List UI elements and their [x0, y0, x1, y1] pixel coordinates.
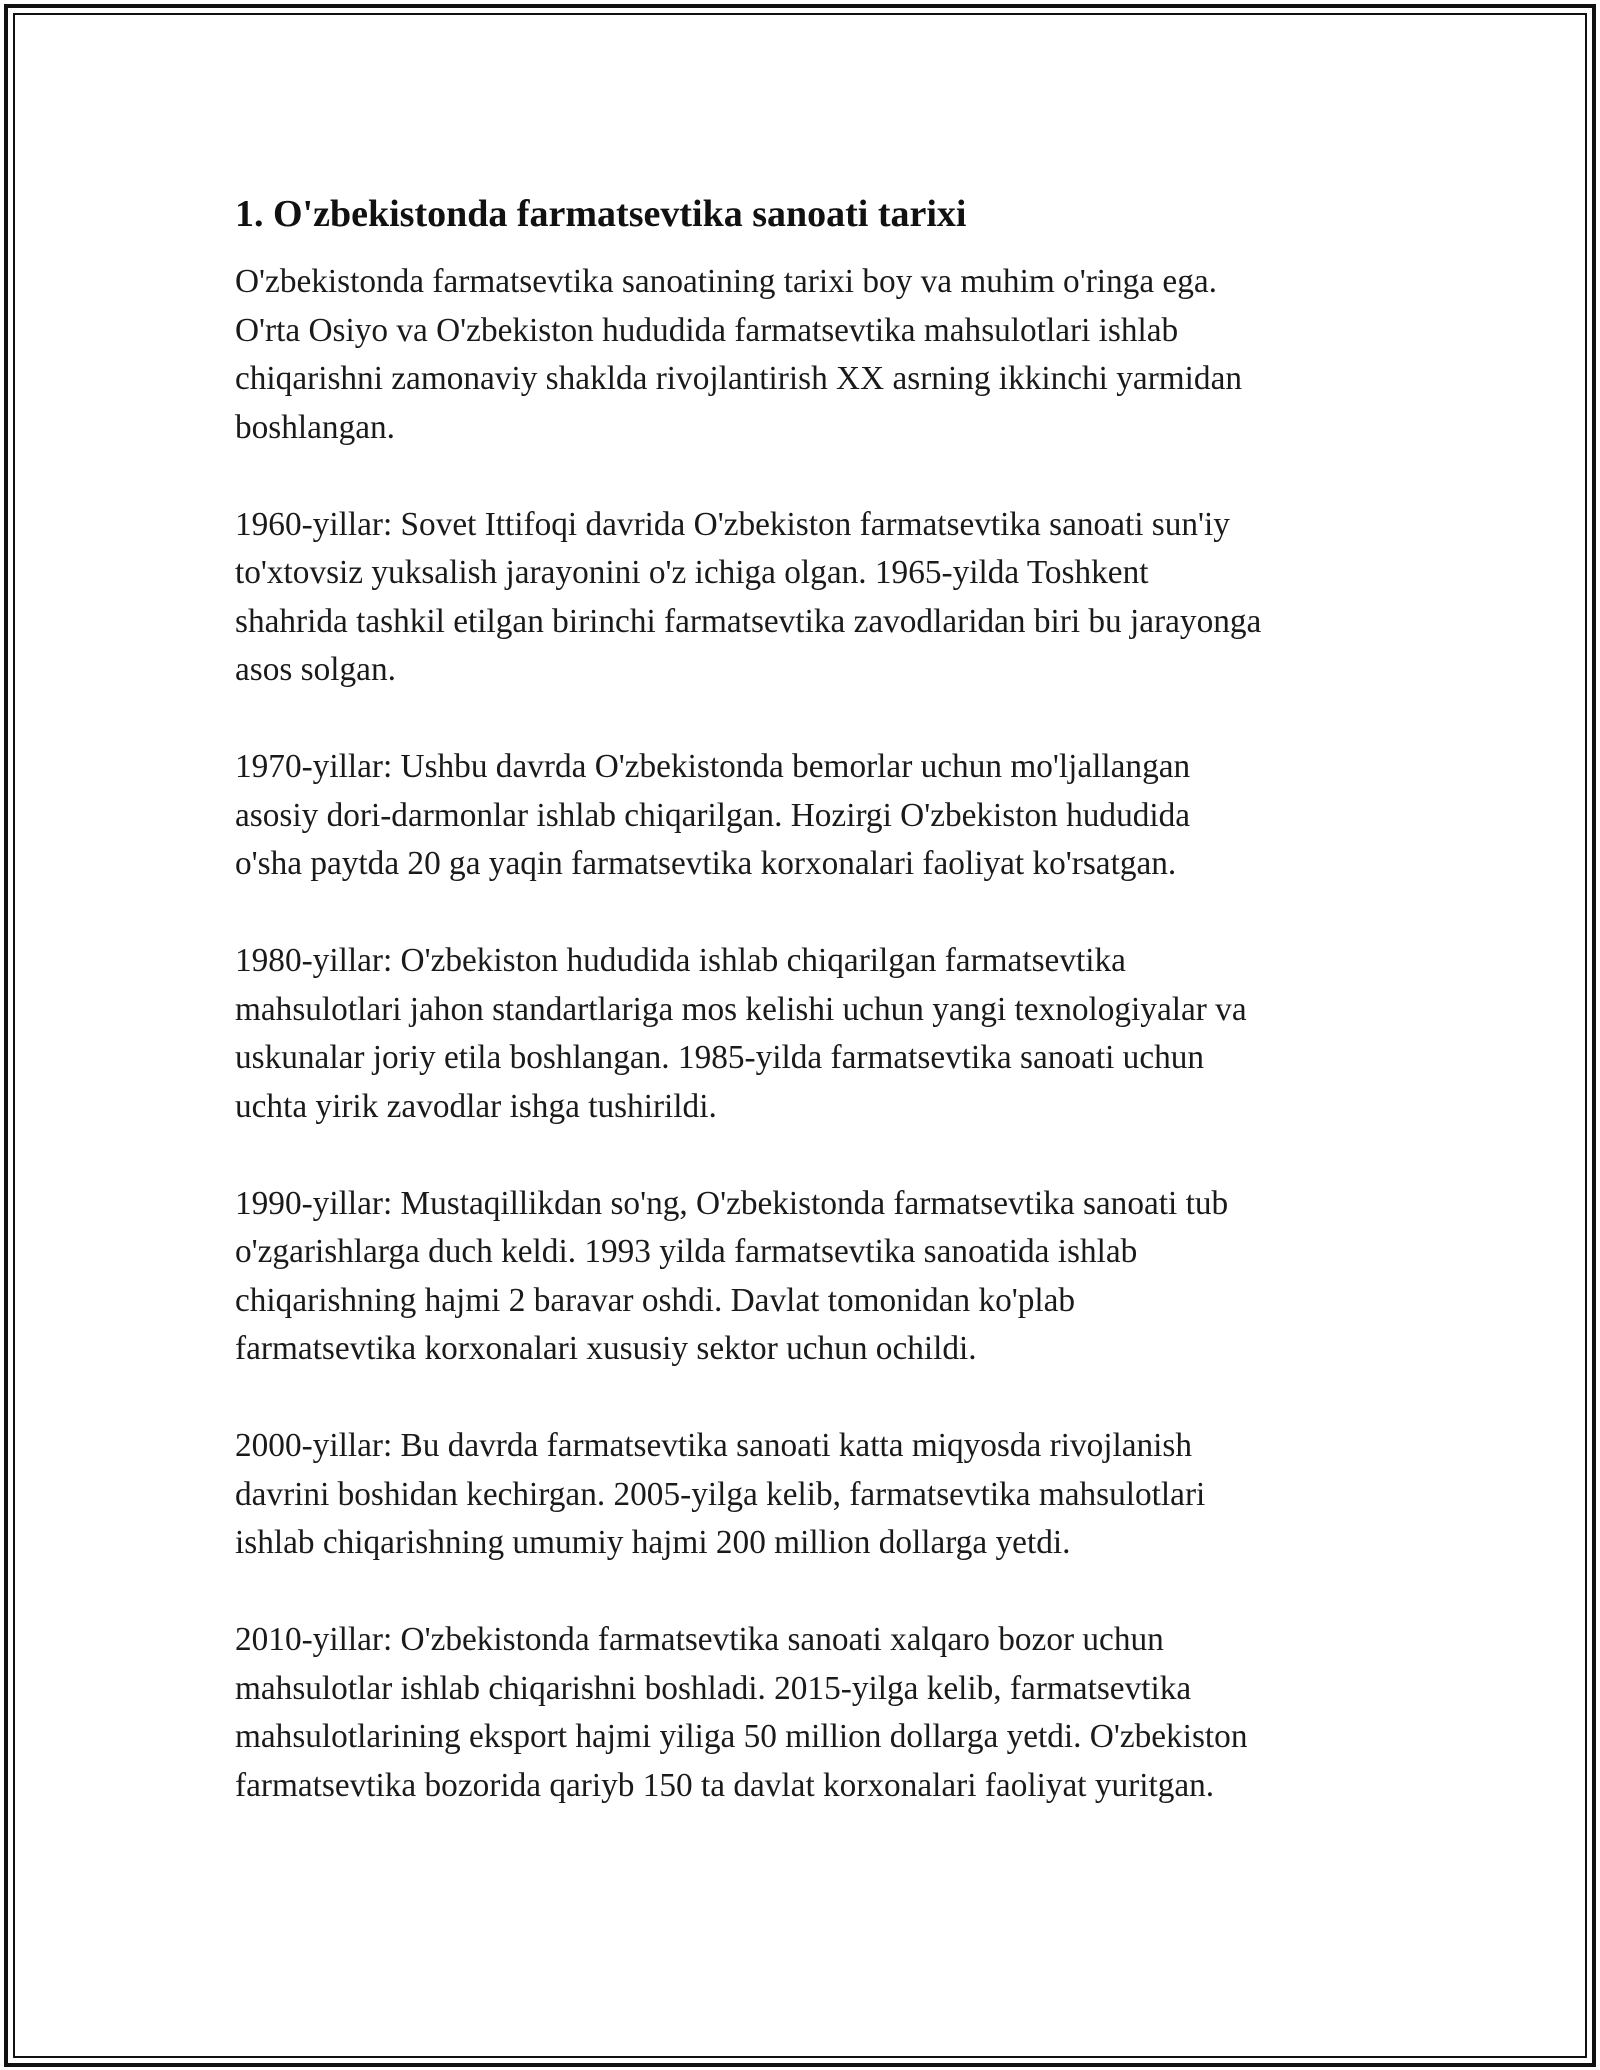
text-line: mahsulotlarining eksport hajmi yiliga 50 million dollarga yetdi. O'zbekiston [235, 1718, 1248, 1755]
text-line: uchta yirik zavodlar ishga tushirildi. [235, 1087, 717, 1125]
text-line: 1980-yillar: O'zbekiston hududida ishlab chiqarilgan farmatsevtika [235, 942, 1126, 979]
text-line: 1960-yillar: Sovet Ittifoqi davrida O'zbekiston farmatsevtika sanoati sun'iy [235, 505, 1230, 543]
text-line: uskunalar joriy etila boshlangan. 1985-yilda farmatsevtika sanoati uchun [235, 1039, 1205, 1076]
text-line: chiqarishni zamonaviy shaklda rivojlantirish XX asrning ikkinchi yarmidan [235, 360, 1243, 397]
section-title: 1. O'zbekistonda farmatsevtika sanoati tarixi [235, 193, 967, 235]
text-line: asos solgan. [235, 651, 396, 688]
paragraph-1980s [235, 937, 1385, 1131]
text-line: 2010-yillar: O'zbekistonda farmatsevtika sanoati xalqaro bozor uchun [235, 1621, 1164, 1658]
text-line: mahsulotlari jahon standartlariga mos kelishi uchun yangi texnologiyalar va [235, 990, 1247, 1028]
text-line: ishlab chiqarishning umumiy hajmi 200 million dollarga yetdi. [235, 1524, 1071, 1561]
text-line: 1990-yillar: Mustaqillikdan so'ng, O'zbekistonda farmatsevtika sanoati tub [235, 1184, 1229, 1222]
text-line: O'rta Osiyo va O'zbekiston hududida farmatsevtika mahsulotlari ishlab [235, 311, 1179, 349]
text-line: farmatsevtika bozorida qariyb 150 ta davlat korxonalari faoliyat yuritgan. [235, 1766, 1215, 1804]
text-line: chiqarishning hajmi 2 baravar oshdi. Davlat tomonidan ko'plab [235, 1281, 1076, 1319]
paragraph-intro [235, 258, 1385, 452]
paragraph-1970s [235, 743, 1385, 889]
paragraph-1960s [235, 501, 1385, 695]
text-line: to'xtovsiz yuksalish jarayonini o'z ichiga olgan. 1965-yilda Toshkent [235, 554, 1149, 591]
text-line: o'sha paytda 20 ga yaqin farmatsevtika korxonalari faoliyat ko'rsatgan. [235, 845, 1177, 882]
paragraph-1990s [235, 1180, 1385, 1374]
text-line: 1970-yillar: Ushbu davrda O'zbekistonda bemorlar uchun mo'ljallangan [235, 748, 1191, 785]
text-line: mahsulotlar ishlab chiqarishni boshladi. 2015-yilga kelib, farmatsevtika [235, 1669, 1192, 1707]
text-line: boshlangan. [235, 408, 395, 446]
text-line: shahrida tashkil etilgan birinchi farmatsevtika zavodlaridan biri bu jarayonga [235, 602, 1262, 640]
text-line: farmatsevtika korxonalari xususiy sektor uchun ochildi. [235, 1330, 977, 1367]
text-line: asosiy dori-darmonlar ishlab chiqarilgan. Hozirgi O'zbekiston hududida [235, 796, 1191, 834]
text-line: o'zgarishlarga duch keldi. 1993 yilda farmatsevtika sanoatida ishlab [235, 1233, 1138, 1270]
document-body [235, 190, 1385, 1810]
paragraph-2000s [235, 1422, 1385, 1568]
text-line: 2000-yillar: Bu davrda farmatsevtika sanoati katta miqyosda rivojlanish [235, 1427, 1193, 1464]
paragraph-2010s [235, 1616, 1385, 1810]
text-line: davrini boshidan kechirgan. 2005-yilga kelib, farmatsevtika mahsulotlari [235, 1475, 1206, 1513]
text-line: O'zbekistonda farmatsevtika sanoatining tarixi boy va muhim o'ringa ega. [235, 263, 1217, 300]
